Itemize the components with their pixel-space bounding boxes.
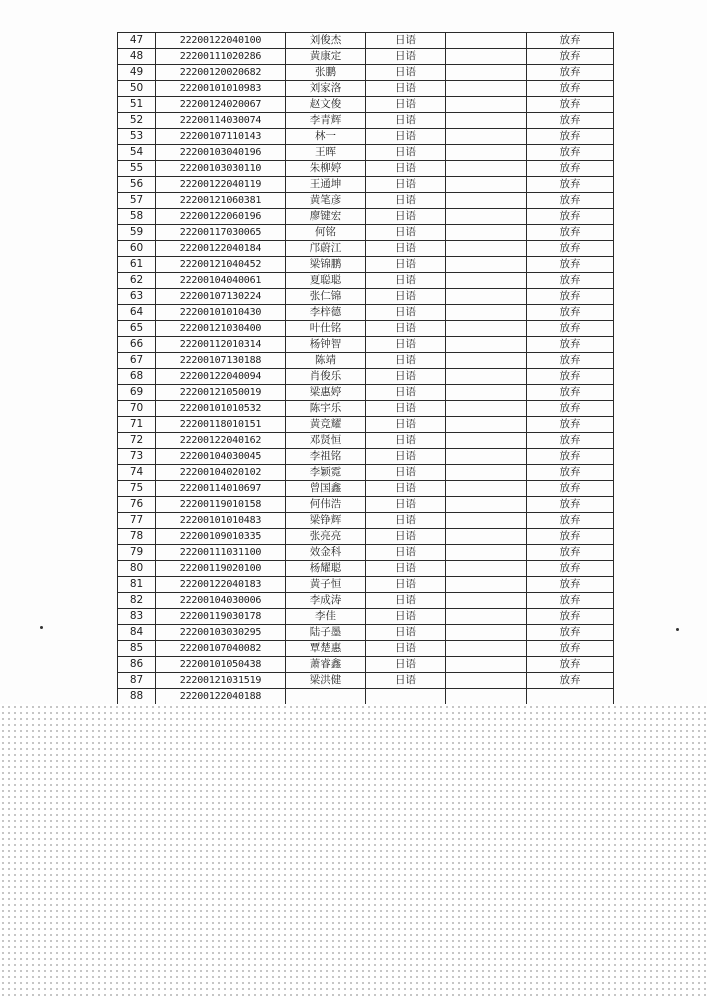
row-number-cell: 83: [118, 609, 156, 625]
language-cell: 日语: [366, 641, 446, 657]
row-number-cell: 70: [118, 401, 156, 417]
language-cell: 日语: [366, 49, 446, 65]
language-cell: 日语: [366, 209, 446, 225]
student-id-cell: 22200103040196: [156, 145, 286, 161]
language-cell: 日语: [366, 273, 446, 289]
language-cell: 日语: [366, 577, 446, 593]
table-row: [118, 657, 614, 673]
student-name-cell: 陈靖: [286, 353, 366, 369]
student-id-cell: 22200104030006: [156, 593, 286, 609]
row-number-cell: 65: [118, 321, 156, 337]
language-cell: 日语: [366, 465, 446, 481]
table-row: [118, 449, 614, 465]
status-cell: 放弃: [527, 417, 614, 433]
table-row: [118, 481, 614, 497]
blank-cell: [446, 401, 527, 417]
row-number-cell: 72: [118, 433, 156, 449]
row-number-cell: 80: [118, 561, 156, 577]
student-id-cell: 22200119030178: [156, 609, 286, 625]
student-name-cell: 李佳: [286, 609, 366, 625]
table-row: [118, 529, 614, 545]
row-number-cell: 64: [118, 305, 156, 321]
student-name-cell: 曾国鑫: [286, 481, 366, 497]
table-row: [118, 145, 614, 161]
language-cell: 日语: [366, 545, 446, 561]
table-row: [118, 161, 614, 177]
status-cell: 放弃: [527, 129, 614, 145]
blank-cell: [446, 97, 527, 113]
status-cell: 放弃: [527, 401, 614, 417]
student-name-cell: 廖键宏: [286, 209, 366, 225]
table-row: [118, 113, 614, 129]
table-row: [118, 497, 614, 513]
blank-cell: [446, 113, 527, 129]
row-number-cell: 56: [118, 177, 156, 193]
student-id-cell: 22200118010151: [156, 417, 286, 433]
student-name-cell: 覃楚惠: [286, 641, 366, 657]
table-row: [118, 417, 614, 433]
table-row: [118, 561, 614, 577]
row-number-cell: 86: [118, 657, 156, 673]
status-cell: 放弃: [527, 145, 614, 161]
language-cell: 日语: [366, 673, 446, 689]
student-name-cell: 王通坤: [286, 177, 366, 193]
student-id-cell: 22200107130188: [156, 353, 286, 369]
student-name-cell: 叶仕铭: [286, 321, 366, 337]
student-name-cell: 邝蔚江: [286, 241, 366, 257]
blank-cell: [446, 481, 527, 497]
blank-cell: [446, 465, 527, 481]
table-row: [118, 177, 614, 193]
table-row: [118, 97, 614, 113]
student-id-cell: 22200114030074: [156, 113, 286, 129]
language-cell: 日语: [366, 145, 446, 161]
student-id-cell: 22200117030065: [156, 225, 286, 241]
status-cell: 放弃: [527, 433, 614, 449]
status-cell: 放弃: [527, 49, 614, 65]
student-id-cell: 22200121060381: [156, 193, 286, 209]
language-cell: 日语: [366, 337, 446, 353]
blank-cell: [446, 529, 527, 545]
student-name-cell: 黄笔彦: [286, 193, 366, 209]
status-cell: 放弃: [527, 177, 614, 193]
student-id-cell: 22200121050019: [156, 385, 286, 401]
status-cell: 放弃: [527, 513, 614, 529]
table-row: [118, 225, 614, 241]
row-number-cell: 49: [118, 65, 156, 81]
student-id-cell: 22200109010335: [156, 529, 286, 545]
blank-cell: [446, 561, 527, 577]
status-cell: 放弃: [527, 625, 614, 641]
status-cell: 放弃: [527, 497, 614, 513]
blank-cell: [446, 337, 527, 353]
table-row: [118, 241, 614, 257]
student-id-cell: 22200103030110: [156, 161, 286, 177]
student-id-cell: 22200122040162: [156, 433, 286, 449]
language-cell: 日语: [366, 161, 446, 177]
blank-cell: [446, 545, 527, 561]
table-row: [118, 81, 614, 97]
student-name-cell: 李梓德: [286, 305, 366, 321]
student-name-cell: 李祖铭: [286, 449, 366, 465]
student-name-cell: 张亮亮: [286, 529, 366, 545]
status-cell: 放弃: [527, 529, 614, 545]
table-row: [118, 593, 614, 609]
student-id-cell: 22200121030400: [156, 321, 286, 337]
blank-cell: [446, 673, 527, 689]
language-cell: 日语: [366, 129, 446, 145]
blank-cell: [446, 625, 527, 641]
student-id-cell: 22200122040188: [156, 689, 286, 705]
student-name-cell: 杨钟智: [286, 337, 366, 353]
student-id-cell: 22200124020067: [156, 97, 286, 113]
table-row: [118, 625, 614, 641]
blank-cell: [446, 81, 527, 97]
student-name-cell: 陈宇乐: [286, 401, 366, 417]
student-name-cell: [286, 689, 366, 705]
status-cell: 放弃: [527, 193, 614, 209]
language-cell: 日语: [366, 177, 446, 193]
blank-cell: [446, 273, 527, 289]
student-name-cell: 张仁锦: [286, 289, 366, 305]
student-id-cell: 22200121040452: [156, 257, 286, 273]
student-id-cell: 22200101010430: [156, 305, 286, 321]
student-name-cell: 梁铮辉: [286, 513, 366, 529]
blank-cell: [446, 145, 527, 161]
row-number-cell: 53: [118, 129, 156, 145]
status-cell: 放弃: [527, 545, 614, 561]
row-number-cell: 88: [118, 689, 156, 705]
status-cell: 放弃: [527, 257, 614, 273]
table-row: [118, 465, 614, 481]
status-cell: 放弃: [527, 449, 614, 465]
language-cell: 日语: [366, 257, 446, 273]
student-name-cell: 效金科: [286, 545, 366, 561]
table-row: [118, 321, 614, 337]
row-number-cell: 87: [118, 673, 156, 689]
row-number-cell: 81: [118, 577, 156, 593]
row-number-cell: 55: [118, 161, 156, 177]
row-number-cell: 76: [118, 497, 156, 513]
blank-cell: [446, 289, 527, 305]
table-row: [118, 369, 614, 385]
row-number-cell: 82: [118, 593, 156, 609]
language-cell: 日语: [366, 609, 446, 625]
row-number-cell: 69: [118, 385, 156, 401]
blank-cell: [446, 577, 527, 593]
blank-cell: [446, 385, 527, 401]
row-number-cell: 59: [118, 225, 156, 241]
transparent-region: [0, 704, 707, 1000]
student-id-cell: 22200111031100: [156, 545, 286, 561]
blank-cell: [446, 417, 527, 433]
language-cell: 日语: [366, 481, 446, 497]
language-cell: 日语: [366, 225, 446, 241]
table-row: [118, 577, 614, 593]
table-row: [118, 49, 614, 65]
student-name-cell: 李成涛: [286, 593, 366, 609]
blank-cell: [446, 33, 527, 49]
language-cell: 日语: [366, 33, 446, 49]
row-number-cell: 77: [118, 513, 156, 529]
language-cell: 日语: [366, 513, 446, 529]
status-cell: 放弃: [527, 465, 614, 481]
table-row: [118, 273, 614, 289]
student-id-cell: 22200122040094: [156, 369, 286, 385]
blank-cell: [446, 129, 527, 145]
status-cell: 放弃: [527, 385, 614, 401]
language-cell: 日语: [366, 401, 446, 417]
row-number-cell: 60: [118, 241, 156, 257]
language-cell: 日语: [366, 353, 446, 369]
blank-cell: [446, 433, 527, 449]
status-cell: 放弃: [527, 481, 614, 497]
status-cell: 放弃: [527, 657, 614, 673]
status-cell: 放弃: [527, 305, 614, 321]
student-name-cell: 王晖: [286, 145, 366, 161]
language-cell: 日语: [366, 385, 446, 401]
student-id-cell: 22200101050438: [156, 657, 286, 673]
student-name-cell: 肖俊乐: [286, 369, 366, 385]
student-id-cell: 22200122040100: [156, 33, 286, 49]
student-name-cell: 邓贤恒: [286, 433, 366, 449]
student-name-cell: 夏聪聪: [286, 273, 366, 289]
language-cell: 日语: [366, 529, 446, 545]
scan-speck: [676, 628, 679, 631]
table-row: [118, 353, 614, 369]
table-row: [118, 513, 614, 529]
blank-cell: [446, 161, 527, 177]
student-id-cell: 22200119020100: [156, 561, 286, 577]
status-cell: 放弃: [527, 81, 614, 97]
student-name-cell: 李颖霓: [286, 465, 366, 481]
blank-cell: [446, 193, 527, 209]
table-row: [118, 401, 614, 417]
blank-cell: [446, 497, 527, 513]
blank-cell: [446, 241, 527, 257]
row-number-cell: 68: [118, 369, 156, 385]
table-row: [118, 129, 614, 145]
row-number-cell: 84: [118, 625, 156, 641]
table-row: [118, 209, 614, 225]
student-id-cell: 22200101010483: [156, 513, 286, 529]
blank-cell: [446, 177, 527, 193]
table-row: [118, 33, 614, 49]
language-cell: 日语: [366, 289, 446, 305]
status-cell: 放弃: [527, 641, 614, 657]
row-number-cell: 63: [118, 289, 156, 305]
language-cell: 日语: [366, 369, 446, 385]
status-cell: 放弃: [527, 273, 614, 289]
language-cell: 日语: [366, 657, 446, 673]
blank-cell: [446, 209, 527, 225]
language-cell: 日语: [366, 561, 446, 577]
language-cell: 日语: [366, 241, 446, 257]
student-id-cell: 22200107130224: [156, 289, 286, 305]
status-cell: 放弃: [527, 577, 614, 593]
student-id-cell: 22200122060196: [156, 209, 286, 225]
row-number-cell: 52: [118, 113, 156, 129]
row-number-cell: 74: [118, 465, 156, 481]
student-id-cell: 22200103030295: [156, 625, 286, 641]
status-cell: 放弃: [527, 561, 614, 577]
row-number-cell: 67: [118, 353, 156, 369]
blank-cell: [446, 641, 527, 657]
student-name-cell: 刘俊杰: [286, 33, 366, 49]
roster-body: [118, 33, 614, 705]
status-cell: 放弃: [527, 209, 614, 225]
language-cell: 日语: [366, 97, 446, 113]
status-cell: 放弃: [527, 241, 614, 257]
blank-cell: [446, 225, 527, 241]
status-cell: 放弃: [527, 33, 614, 49]
scan-speck: [40, 626, 43, 629]
student-id-cell: 22200122040184: [156, 241, 286, 257]
language-cell: 日语: [366, 321, 446, 337]
language-cell: 日语: [366, 497, 446, 513]
blank-cell: [446, 353, 527, 369]
status-cell: 放弃: [527, 97, 614, 113]
language-cell: 日语: [366, 625, 446, 641]
student-name-cell: 杨耀聪: [286, 561, 366, 577]
student-name-cell: 梁洪健: [286, 673, 366, 689]
student-name-cell: 萧睿鑫: [286, 657, 366, 673]
language-cell: 日语: [366, 433, 446, 449]
language-cell: [366, 689, 446, 705]
student-id-cell: 22200104030045: [156, 449, 286, 465]
row-number-cell: 61: [118, 257, 156, 273]
status-cell: 放弃: [527, 225, 614, 241]
row-number-cell: 79: [118, 545, 156, 561]
student-name-cell: 刘家洛: [286, 81, 366, 97]
blank-cell: [446, 257, 527, 273]
student-id-cell: 22200104040061: [156, 273, 286, 289]
status-cell: 放弃: [527, 65, 614, 81]
row-number-cell: 71: [118, 417, 156, 433]
row-number-cell: 78: [118, 529, 156, 545]
status-cell: 放弃: [527, 673, 614, 689]
student-id-cell: 22200121031519: [156, 673, 286, 689]
student-name-cell: 黄子恒: [286, 577, 366, 593]
blank-cell: [446, 49, 527, 65]
student-id-cell: 22200107040082: [156, 641, 286, 657]
student-name-cell: 何伟浩: [286, 497, 366, 513]
table-row: [118, 689, 614, 705]
student-name-cell: 黄康定: [286, 49, 366, 65]
blank-cell: [446, 513, 527, 529]
table-row: [118, 609, 614, 625]
language-cell: 日语: [366, 65, 446, 81]
row-number-cell: 50: [118, 81, 156, 97]
row-number-cell: 57: [118, 193, 156, 209]
language-cell: 日语: [366, 113, 446, 129]
language-cell: 日语: [366, 81, 446, 97]
student-name-cell: 李青辉: [286, 113, 366, 129]
status-cell: 放弃: [527, 369, 614, 385]
student-id-cell: 22200114010697: [156, 481, 286, 497]
student-id-cell: 22200104020102: [156, 465, 286, 481]
status-cell: 放弃: [527, 113, 614, 129]
row-number-cell: 58: [118, 209, 156, 225]
student-name-cell: 朱柳婷: [286, 161, 366, 177]
blank-cell: [446, 65, 527, 81]
status-cell: 放弃: [527, 353, 614, 369]
table-row: [118, 305, 614, 321]
student-id-cell: 22200101010532: [156, 401, 286, 417]
status-cell: [527, 689, 614, 705]
student-name-cell: 梁惠婷: [286, 385, 366, 401]
status-cell: 放弃: [527, 593, 614, 609]
table-row: [118, 257, 614, 273]
table-row: [118, 545, 614, 561]
row-number-cell: 47: [118, 33, 156, 49]
status-cell: 放弃: [527, 337, 614, 353]
student-id-cell: 22200111020286: [156, 49, 286, 65]
row-number-cell: 51: [118, 97, 156, 113]
student-name-cell: 林一: [286, 129, 366, 145]
blank-cell: [446, 305, 527, 321]
row-number-cell: 85: [118, 641, 156, 657]
status-cell: 放弃: [527, 609, 614, 625]
language-cell: 日语: [366, 417, 446, 433]
blank-cell: [446, 593, 527, 609]
table-row: [118, 641, 614, 657]
student-name-cell: 何铭: [286, 225, 366, 241]
blank-cell: [446, 689, 527, 705]
student-name-cell: 梁锦鹏: [286, 257, 366, 273]
row-number-cell: 66: [118, 337, 156, 353]
blank-cell: [446, 609, 527, 625]
language-cell: 日语: [366, 193, 446, 209]
student-id-cell: 22200101010983: [156, 81, 286, 97]
row-number-cell: 75: [118, 481, 156, 497]
table-row: [118, 65, 614, 81]
student-id-cell: 22200122040119: [156, 177, 286, 193]
student-id-cell: 22200120020682: [156, 65, 286, 81]
table-row: [118, 193, 614, 209]
table-row: [118, 337, 614, 353]
status-cell: 放弃: [527, 289, 614, 305]
student-id-cell: 22200107110143: [156, 129, 286, 145]
student-id-cell: 22200112010314: [156, 337, 286, 353]
table-row: [118, 385, 614, 401]
student-name-cell: 张鹏: [286, 65, 366, 81]
status-cell: 放弃: [527, 321, 614, 337]
blank-cell: [446, 321, 527, 337]
language-cell: 日语: [366, 449, 446, 465]
row-number-cell: 73: [118, 449, 156, 465]
roster-table: [117, 32, 614, 705]
table-row: [118, 289, 614, 305]
row-number-cell: 48: [118, 49, 156, 65]
student-name-cell: 赵文俊: [286, 97, 366, 113]
table-row: [118, 433, 614, 449]
student-id-cell: 22200122040183: [156, 577, 286, 593]
blank-cell: [446, 449, 527, 465]
table-row: [118, 673, 614, 689]
student-id-cell: 22200119010158: [156, 497, 286, 513]
row-number-cell: 62: [118, 273, 156, 289]
student-name-cell: 陆子墨: [286, 625, 366, 641]
status-cell: 放弃: [527, 161, 614, 177]
blank-cell: [446, 369, 527, 385]
language-cell: 日语: [366, 305, 446, 321]
row-number-cell: 54: [118, 145, 156, 161]
blank-cell: [446, 657, 527, 673]
language-cell: 日语: [366, 593, 446, 609]
student-name-cell: 黄竞耀: [286, 417, 366, 433]
